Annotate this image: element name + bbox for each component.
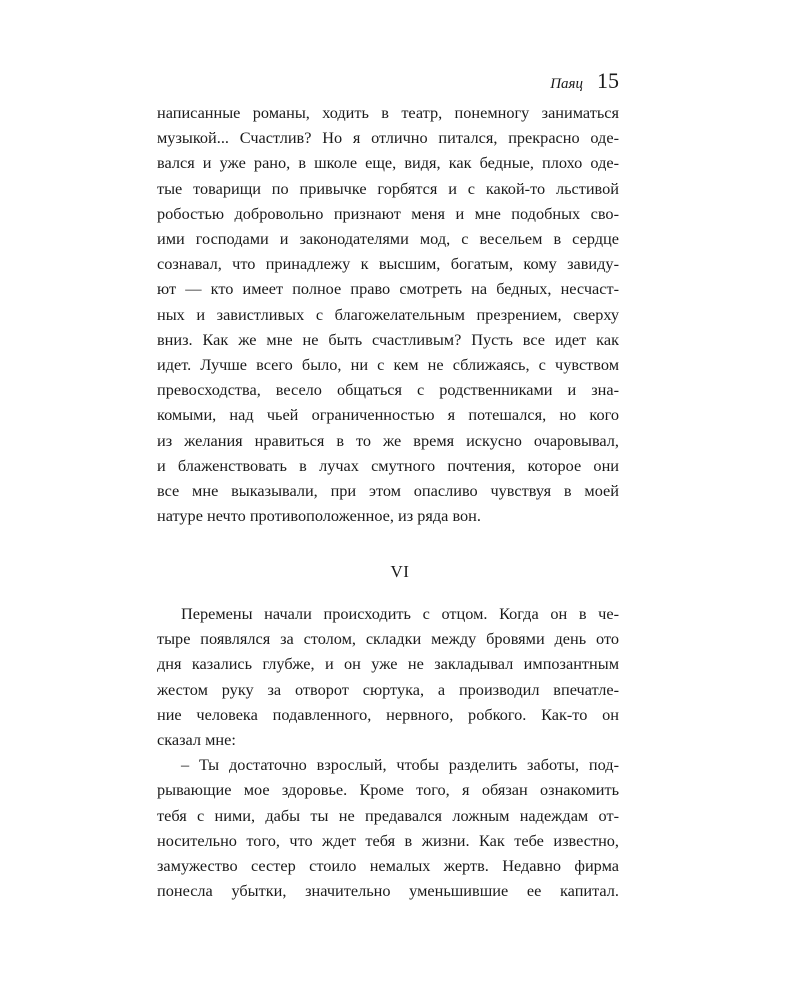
text-line: натуре нечто противоположенное, из ряда вон.: [157, 506, 481, 526]
text-line: замужество сестер стоило немалых жертв. Недавно фирма: [157, 856, 619, 876]
text-line: ние человека подавленного, нервного, робкого. Как-то он: [157, 704, 619, 724]
running-title: Паяц: [550, 76, 583, 92]
text-line: написанные романы, ходить в театр, понемногу заниматься: [157, 103, 619, 122]
text-line: ими господами и законодателями мод, с весельем в сердце: [157, 229, 619, 249]
text-line: тые товарищи по привычке горбятся и с какой-то льстивой: [157, 178, 619, 198]
text-line: из желания нравиться в то же время искусно очаровывал,: [157, 430, 619, 450]
text-line: музыкой... Счастлив? Но я отлично питался, прекрасно оде-: [157, 128, 619, 148]
text-line: комыми, над чьей ограниченностью я потешался, но кого: [157, 405, 619, 425]
text-line: ных и завистливых с благожелательным презрением, сверху: [157, 304, 619, 324]
text-line: и блаженствовать в лучах смутного почтения, которое они: [157, 455, 619, 475]
text-line: дня казались глубже, и он уже не закладывал импозантным: [157, 654, 619, 674]
text-line: понесла убытки, значительно уменьшившие ее капитал.: [157, 881, 619, 901]
text-line: все мне выказывали, при этом опасливо чувствуя в моей: [157, 481, 619, 501]
section-heading: VI: [390, 562, 410, 581]
text-line: вниз. Как же мне не быть счастливым? Пусть все идет как: [157, 329, 619, 349]
page-number: 15: [597, 68, 619, 93]
text-line: – Ты достаточно взрослый, чтобы разделить заботы, под-: [181, 755, 619, 775]
text-line: рывающие мое здоровье. Кроме того, я обязан ознакомить: [157, 780, 619, 800]
text-line: робостью добровольно признают меня и мне подобных сво-: [157, 203, 619, 223]
text-line: жестом руку за отворот сюртука, а производил впечатле-: [157, 679, 619, 699]
text-line: ют — кто имеет полное право смотреть на бедных, несчаст-: [157, 279, 619, 299]
text-line: сказал мне:: [157, 730, 236, 750]
text-line: носительно того, что ждет тебя в жизни. Как тебе известно,: [157, 830, 619, 850]
page-header: [550, 68, 619, 94]
text-block-top: [157, 100, 619, 528]
text-line: идет. Лучше всего было, ни с кем не сближаясь, с чувством: [157, 355, 619, 375]
text-line: превосходства, весело общаться с родственниками и зна-: [157, 380, 619, 400]
text-line: вался и уже рано, в школе еще, видя, как бедные, плохо оде-: [157, 153, 619, 173]
text-line: тыре появлялся за столом, складки между бровями день ото: [157, 629, 619, 649]
text-line: сознавал, что принадлежу к высшим, богатым, кому завиду-: [157, 254, 619, 274]
text-block-bottom: [157, 601, 619, 903]
text-line: тебя с ними, дабы ты не предавался ложным надеждам от-: [157, 805, 619, 825]
text-line: Перемены начали происходить с отцом. Когда он в че-: [181, 604, 619, 623]
